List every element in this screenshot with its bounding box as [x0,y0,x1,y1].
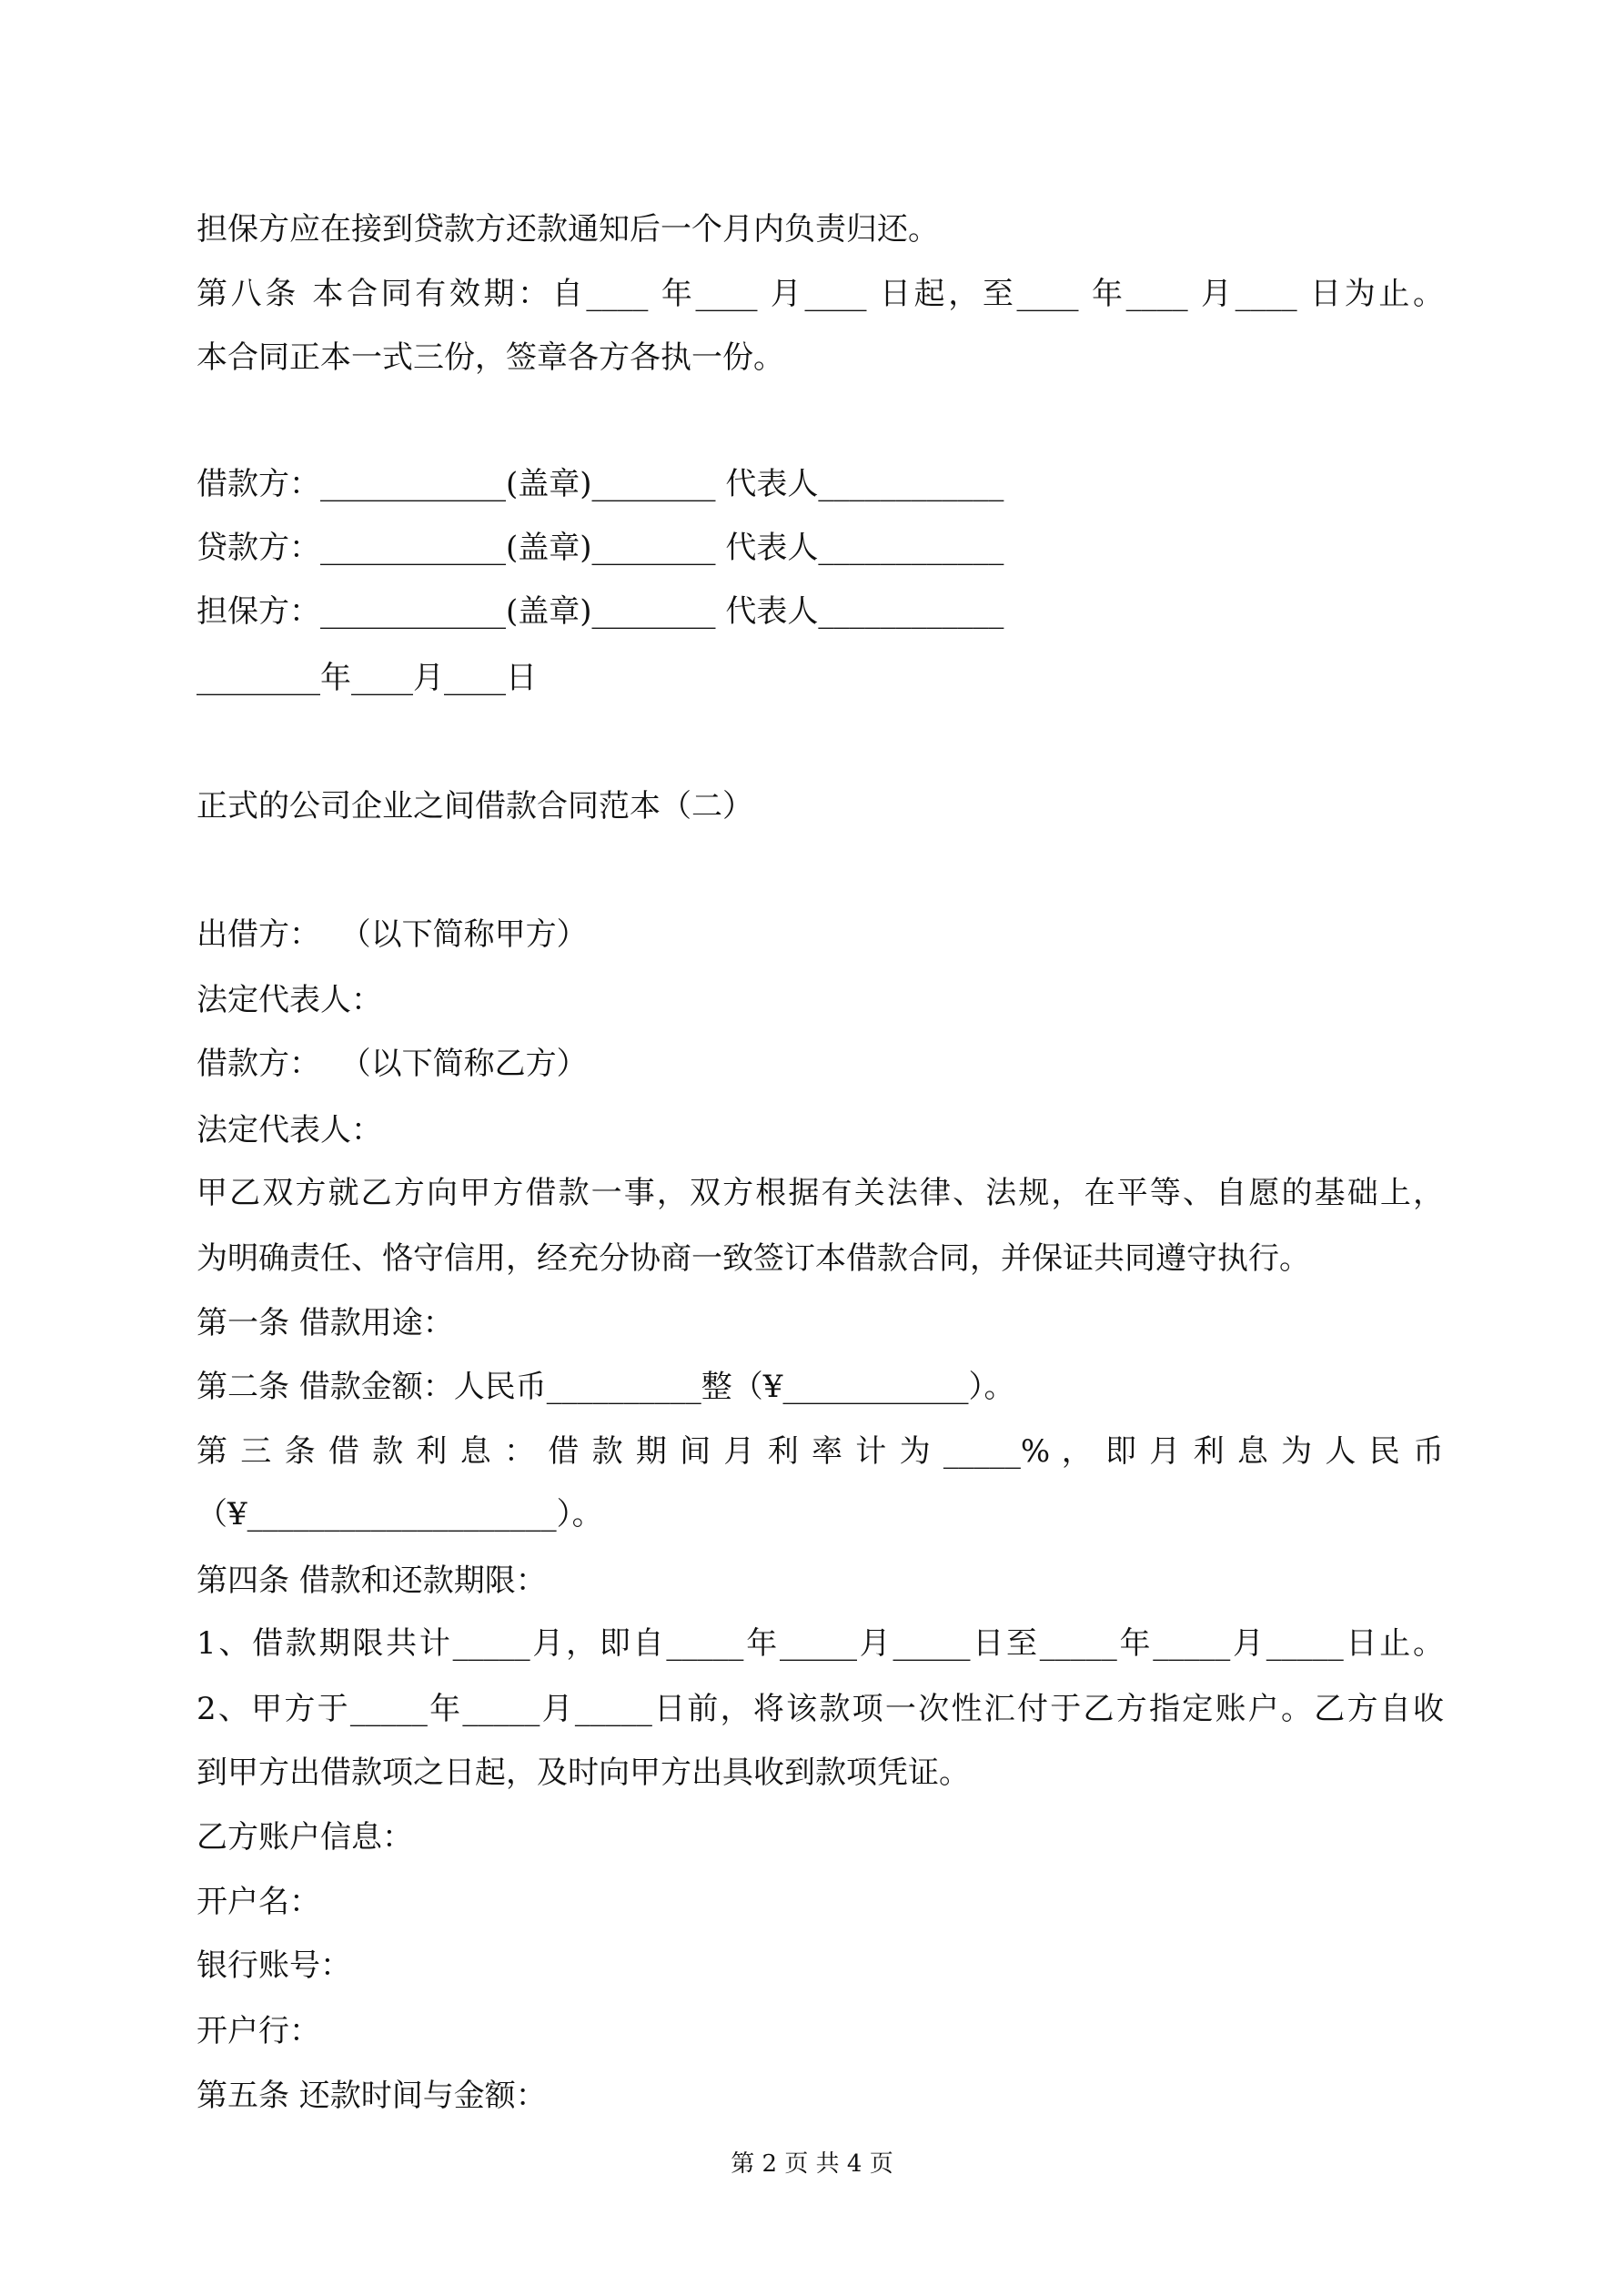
article-4-item-2-line-2: 到甲方出借款项之日起，及时向甲方出具收到款项凭证。 [197,1755,970,1791]
signature-date: ________年____月____日 [197,660,537,696]
signature-lender: 贷款方：____________(盖章)________ 代表人____________ [197,530,1004,566]
article-5: 第五条 还款时间与金额： [197,2078,547,2114]
party-b: 借款方： （以下简称乙方） [197,1046,588,1082]
signature-borrower: 借款方：____________(盖章)________ 代表人____________ [197,466,1004,502]
article-4: 第四条 借款和还款期限： [197,1563,547,1599]
article-8: 第八条 本合同有效期：自____ 年____ 月____ 日起，至____ 年____ 月____ 日为止。 [197,276,1444,312]
account-name: 开户名： [197,1884,320,1920]
party-a: 出借方： （以下简称甲方） [197,916,588,953]
article-4-item-2-line-1: 2、甲方于_____年_____月_____日前，将该款项一次性汇付于乙方指定账户。乙方自收 [197,1691,1444,1727]
page-number: 第 2 页 共 4 页 [731,2150,893,2178]
article-4-item-1: 1、借款期限共计_____月，即自_____年_____月_____日至_____年_____月_____日止。 [197,1625,1444,1662]
signature-guarantor: 担保方：____________(盖章)________ 代表人____________ [197,593,1004,630]
party-a-representative: 法定代表人： [197,982,382,1018]
article-2: 第二条 借款金额：人民币__________整（¥____________）。 [197,1369,1015,1405]
party-b-representative: 法定代表人： [197,1112,382,1148]
paragraph: 担保方应在接到贷款方还款通知后一个月内负责归还。 [197,211,939,248]
account-number: 银行账号： [197,1947,351,1984]
intro-line-2: 为明确责任、恪守信用，经充分协商一致签订本借款合同，并保证共同遵守执行。 [197,1240,1310,1277]
account-info: 乙方账户信息： [197,1819,413,1856]
intro-line-1: 甲乙双方就乙方向甲方借款一事，双方根据有关法律、法规，在平等、自愿的基础上， [197,1175,1444,1211]
article-1: 第一条 借款用途： [197,1305,454,1341]
article-3-line-1: 第 三 条 借 款 利 息 ： 借 款 期 间 月 利 率 计 为 _____% ， 即 月 利 息 为 人 民 币 [197,1433,1444,1470]
article-3-line-2: （¥____________________）。 [197,1496,603,1532]
paragraph: 本合同正本一式三份，签章各方各执一份。 [197,339,784,376]
account-bank: 开户行： [197,2013,320,2049]
section-title: 正式的公司企业之间借款合同范本（二） [197,788,753,824]
